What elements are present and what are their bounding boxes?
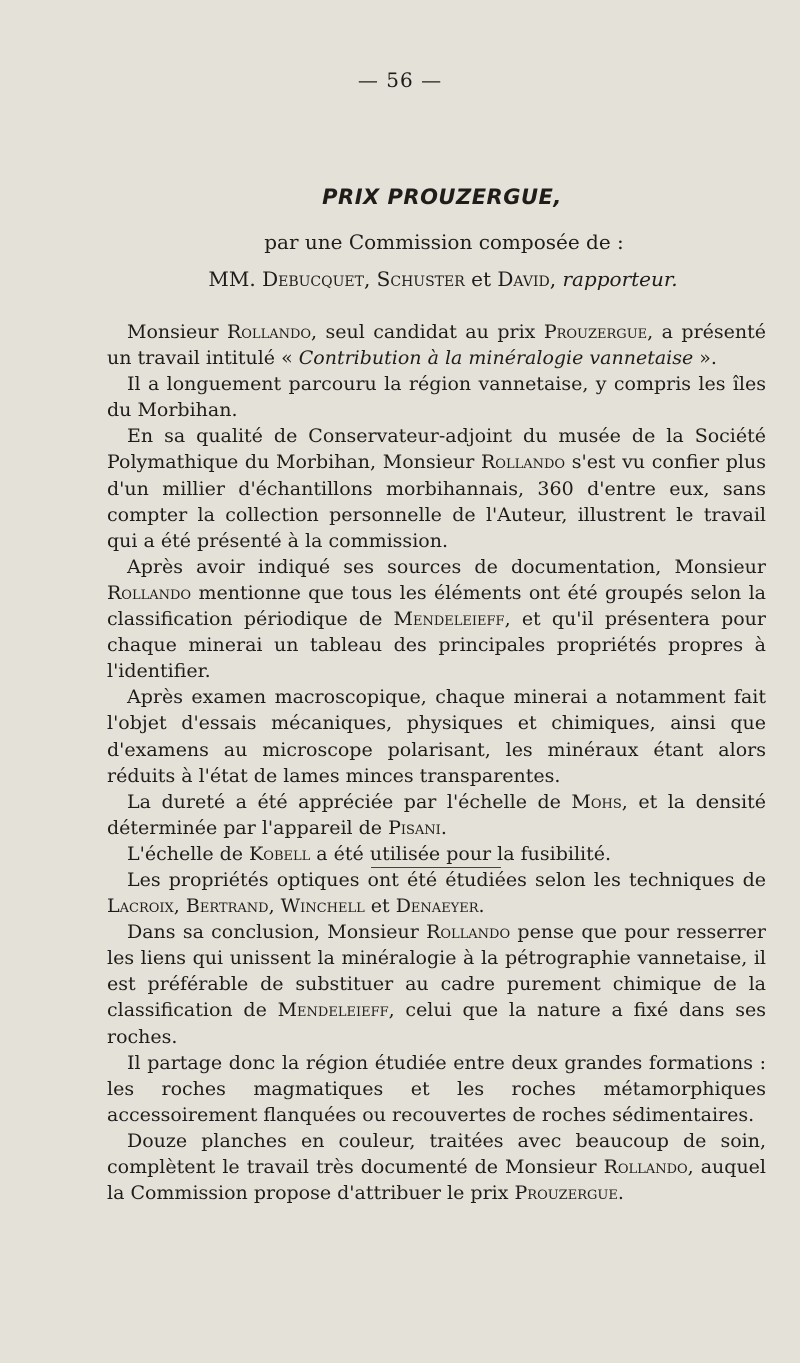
paragraph (107, 841, 766, 867)
text-run: L'échelle de (127, 842, 250, 865)
text-run: La dureté a été appréciée par l'échelle de (127, 790, 572, 813)
person-name: Winchell (280, 895, 365, 918)
person-name: Mendeleieff (393, 608, 505, 631)
commission-members (0, 267, 800, 291)
person-name: Lacroix (107, 895, 174, 918)
person-name: Mendeleieff (277, 999, 389, 1022)
paragraph (107, 789, 766, 841)
text-run: , (173, 895, 186, 918)
person-name: Rollando (603, 1156, 688, 1178)
members-prefix: MM. (208, 267, 263, 291)
person-name: Rollando (480, 451, 566, 474)
paragraph (107, 919, 766, 1049)
section-title: PRIX PROUZERGUE, (322, 185, 562, 209)
text-run: et (364, 895, 396, 918)
prize-name: Prouzergue (514, 1182, 618, 1205)
member-name: Debucquet (262, 267, 364, 291)
text-run: pense que pour resserrer les liens qui unissent la minéralogie à la pétrographie vannetaise, il est préférable de substituer au cadre purement chimique de la classification de (107, 921, 766, 1022)
paragraph (107, 423, 766, 553)
person-name: Rollando (226, 321, 312, 343)
text-run: , et la densité déterminée par l'appareil de (107, 790, 767, 839)
text-run: mentionne que tous les éléments ont été groupés selon la classification périodique de (107, 581, 766, 631)
person-name: Rollando (107, 581, 192, 604)
text-run: , a présenté un travail intitulé « (107, 321, 767, 370)
person-name: Mohs (571, 790, 622, 813)
text-run: , celui que la nature a fixé dans ses roches. (107, 999, 767, 1048)
text-run: , (268, 895, 281, 918)
text-run: . (617, 1182, 624, 1205)
paragraph (107, 319, 766, 371)
person-name: Pisani (388, 816, 441, 839)
text-run: Il a longuement parcouru la région vannetaise, y compris les îles du Morbihan. (107, 373, 766, 422)
paragraph (107, 684, 766, 788)
paragraph (107, 867, 766, 919)
person-name: Rollando (426, 921, 511, 944)
paragraph (107, 371, 766, 423)
text-run: . (478, 895, 485, 918)
person-name: Bertrand (185, 895, 269, 918)
text-run: Dans sa conclusion, Monsieur (127, 921, 427, 944)
member-name: David (497, 267, 550, 291)
text-run: s'est vu confier plus d'un millier d'échantillons morbihannais, 360 d'entre eux, sans compter la collection personnelle de l'Auteur, illustrent le travail qui a été présenté à la commission. (107, 451, 766, 552)
text-run: Douze planches en couleur, traitées avec beaucoup de soin, complètent le travail très documenté de Monsieur (107, 1129, 766, 1178)
text-run: , seul candidat au prix (311, 321, 544, 343)
person-name: Denaeyer (395, 895, 479, 918)
commission-line: par une Commission composée de : (264, 230, 624, 254)
text-run: Il partage donc la région étudiée entre deux grandes formations : les roches magmatiques et les roches métamorphiques accessoirement flanquées ou recouvertes de roches sédimentaires. (107, 1051, 766, 1126)
text-run: Après examen macroscopique, chaque minerai a notamment fait l'objet d'essais mécaniques, physiques et chimiques, ainsi que d'examens au microscope polarisant, les minéraux étant alors réduits à l'état de lames minces transparentes. (107, 686, 766, 787)
paragraph (107, 1050, 766, 1128)
paragraph (107, 1128, 766, 1206)
text-run: Monsieur (127, 321, 227, 343)
separator: , (363, 267, 377, 291)
closing-rule (371, 867, 501, 868)
work-title: Contribution à la minéralogie vannetaise (298, 347, 694, 370)
text-run: En sa qualité de Conservateur-adjoint du musée de la Société Polymathique du Morbihan, Monsieur (107, 425, 766, 474)
member-name: Schuster (376, 267, 465, 291)
text-run: , auquel la Commission propose d'attribuer le prix (107, 1156, 767, 1205)
separator: et (464, 267, 498, 291)
person-name: Kobell (249, 842, 311, 865)
separator: , (549, 267, 563, 291)
report-body (107, 319, 766, 1206)
text-run: , et qu'il présentera pour chaque minerai un tableau des principales propriétés propres à l'identifier. (107, 608, 766, 683)
text-run: Après avoir indiqué ses sources de documentation, Monsieur (127, 555, 766, 578)
text-run: . (440, 816, 447, 839)
rapporteur-label: rapporteur. (562, 267, 678, 291)
text-run: a été utilisée pour la fusibilité. (310, 842, 612, 865)
prize-name: Prouzergue (543, 321, 648, 343)
page-number: — 56 — (357, 68, 443, 92)
paragraph (107, 554, 766, 684)
text-run: ». (693, 347, 717, 370)
text-run: Les propriétés optiques ont été étudiées selon les techniques de (127, 868, 766, 891)
